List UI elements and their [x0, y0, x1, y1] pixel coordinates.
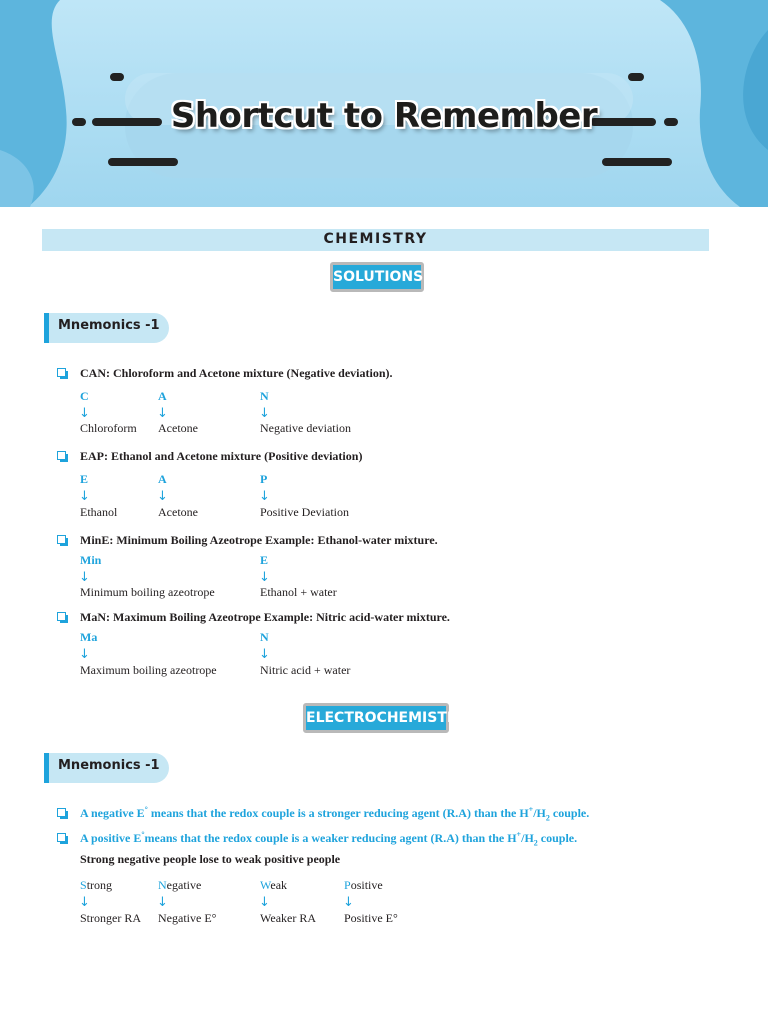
mnemonic-meaning: Ethanol: [80, 505, 118, 519]
down-arrow-icon: ↓: [259, 406, 270, 421]
checkbox-bullet-icon: [57, 451, 68, 462]
down-arrow-icon: ↓: [79, 895, 90, 910]
subject-bar: [42, 229, 709, 251]
mnemonic-word: Positive: [344, 878, 383, 892]
banner-title: Shortcut to Remember: [170, 96, 598, 136]
mnemonic-letter: N: [260, 630, 269, 644]
mnemonic-meaning: Negative deviation: [260, 421, 351, 435]
down-arrow-icon: ↓: [259, 895, 270, 910]
mnemonic-meaning: Weaker RA: [260, 911, 317, 925]
mnemonic-heading-mine: MinE: Minimum Boiling Azeotrope Example: Ethanol-water mixture.: [80, 533, 438, 547]
electro-line-positive: A positive E°means that the redox couple is a weaker reducing agent (R.A) than the $H^+/H_2$ couple.: [80, 830, 578, 848]
mnemonic-word: Negative: [158, 878, 202, 892]
mnemonic-meaning: Ethanol + water: [260, 585, 337, 599]
topic-solutions: SOLUTIONS: [330, 262, 424, 292]
down-arrow-icon: ↓: [259, 570, 270, 585]
checkbox-bullet-icon: [57, 808, 68, 819]
mnemonic-meaning: Positive Deviation: [260, 505, 349, 519]
checkbox-bullet-icon: [57, 612, 68, 623]
mnemonic-letter: A: [158, 472, 167, 486]
mnemonic-meaning: Maximum boiling azeotrope: [80, 663, 217, 677]
subject-label: CHEMISTRY: [323, 231, 428, 247]
mnemonic-letter: E: [80, 472, 89, 486]
down-arrow-icon: ↓: [79, 570, 90, 585]
mnemonic-letter: Min: [80, 553, 102, 567]
mnemonic-phrase: Strong negative people lose to weak positive people: [80, 852, 341, 866]
checkbox-bullet-icon: [57, 368, 68, 379]
header-banner: [0, 0, 768, 207]
down-arrow-icon: ↓: [79, 406, 90, 421]
mnemonic-letter: A: [158, 389, 167, 403]
electro-line-negative: A negative E° means that the redox couple is a stronger reducing agent (R.A) than the $H^+/H_2$ couple.: [80, 805, 590, 823]
mnemonic-meaning: Stronger RA: [80, 911, 141, 925]
mnemonic-word: Weak: [260, 878, 288, 892]
mnemonic-heading-man: MaN: Maximum Boiling Azeotrope Example: Nitric acid-water mixture.: [80, 610, 450, 624]
mnemonic-meaning: Positive E°: [344, 911, 398, 925]
down-arrow-icon: ↓: [79, 489, 90, 504]
down-arrow-icon: ↓: [259, 489, 270, 504]
mnemonic-meaning: Acetone: [158, 421, 198, 435]
mnemonic-letter: N: [260, 389, 269, 403]
down-arrow-icon: ↓: [157, 489, 168, 504]
mnemonic-letter: C: [80, 389, 89, 403]
mnemonic-meaning: Minimum boiling azeotrope: [80, 585, 215, 599]
topic-electrochemistry: ELECTROCHEMISTRY: [303, 703, 449, 733]
mnemonic-meaning: Chloroform: [80, 421, 137, 435]
mnemonic-word: Strong: [80, 878, 113, 892]
mnemonic-letter: E: [260, 553, 269, 567]
mnemonics-label: Mnemonics -1: [58, 758, 160, 773]
mnemonic-letter: Ma: [80, 630, 98, 644]
down-arrow-icon: ↓: [157, 895, 168, 910]
down-arrow-icon: ↓: [79, 647, 90, 662]
down-arrow-icon: ↓: [157, 406, 168, 421]
mnemonics-label: Mnemonics -1: [58, 318, 160, 333]
down-arrow-icon: ↓: [343, 895, 354, 910]
mnemonic-meaning: Negative E°: [158, 911, 217, 925]
mnemonic-heading-eap: EAP: Ethanol and Acetone mixture (Positive deviation): [80, 449, 363, 463]
mnemonic-meaning: Nitric acid + water: [260, 663, 351, 677]
mnemonic-meaning: Acetone: [158, 505, 198, 519]
down-arrow-icon: ↓: [259, 647, 270, 662]
checkbox-bullet-icon: [57, 535, 68, 546]
mnemonic-heading-can: CAN: Chloroform and Acetone mixture (Negative deviation).: [80, 366, 393, 380]
checkbox-bullet-icon: [57, 833, 68, 844]
mnemonic-letter: P: [260, 472, 268, 486]
